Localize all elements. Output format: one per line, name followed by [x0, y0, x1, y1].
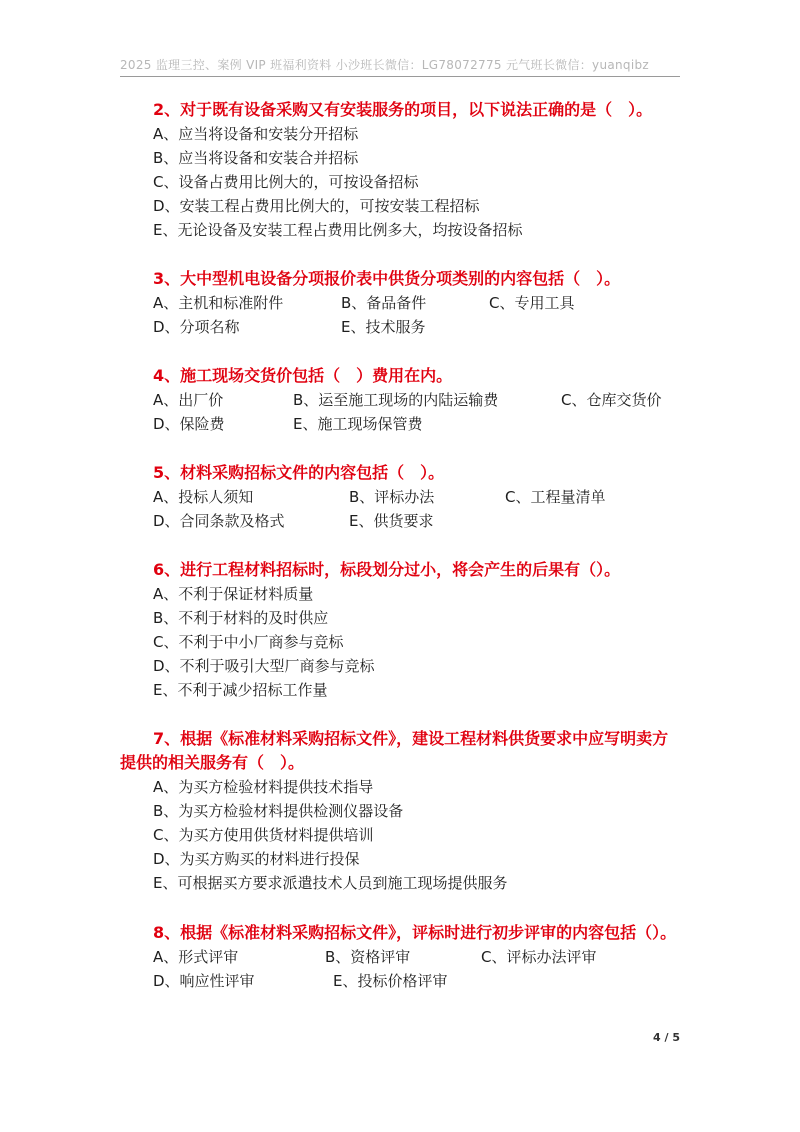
option-d: D、分项名称	[153, 318, 240, 336]
question-title: 4、施工现场交货价包括（ ）费用在内。	[153, 366, 453, 385]
option-e: E、技术服务	[341, 318, 426, 336]
option-c: C、设备占费用比例大的，可按设备招标	[153, 173, 419, 191]
question-title-line-1: 7、根据《标准材料采购招标文件》，建设工程材料供货要求中应写明卖方	[153, 729, 669, 748]
option-c: C、仓库交货价	[561, 391, 662, 409]
option-a: A、出厂价	[153, 391, 224, 409]
question-5	[153, 461, 682, 533]
question-7	[120, 727, 682, 895]
option-d: D、响应性评审	[153, 972, 255, 990]
option-a: A、主机和标准附件	[153, 294, 284, 312]
option-d: D、为买方购买的材料进行投保	[153, 850, 360, 868]
question-2	[153, 98, 682, 242]
option-b: B、资格评审	[325, 948, 411, 966]
question-title: 6、进行工程材料招标时，标段划分过小，将会产生的后果有（）。	[153, 560, 621, 579]
option-a: A、形式评审	[153, 948, 239, 966]
option-e: E、施工现场保管费	[293, 415, 423, 433]
option-c: C、评标办法评审	[481, 948, 597, 966]
header-divider	[120, 76, 680, 77]
option-e: E、供货要求	[349, 512, 434, 530]
option-b: B、不利于材料的及时供应	[153, 609, 329, 627]
option-a: A、不利于保证材料质量	[153, 585, 314, 603]
option-d: D、不利于吸引大型厂商参与竞标	[153, 657, 375, 675]
option-e: E、不利于减少招标工作量	[153, 681, 328, 699]
option-c: C、工程量清单	[505, 488, 606, 506]
option-a: A、投标人须知	[153, 488, 254, 506]
question-title: 8、根据《标准材料采购招标文件》，评标时进行初步评审的内容包括（）。	[153, 923, 677, 942]
question-title: 3、大中型机电设备分项报价表中供货分项类别的内容包括（ ）。	[153, 269, 621, 288]
option-e: E、投标价格评审	[333, 972, 448, 990]
option-b: B、运至施工现场的内陆运输费	[293, 391, 499, 409]
question-title: 2、对于既有设备采购又有安装服务的项目，以下说法正确的是（ ）。	[153, 100, 653, 119]
page-header: 2025 监理三控、案例 VIP 班福利资料 小沙班长微信：LG78072775 元气班长微信：yuanqibz	[120, 58, 649, 72]
question-3	[153, 267, 682, 339]
question-6	[153, 558, 682, 702]
option-b: B、应当将设备和安装合并招标	[153, 149, 359, 167]
question-title: 5、材料采购招标文件的内容包括（ ）。	[153, 463, 445, 482]
option-b: B、评标办法	[349, 488, 435, 506]
option-b: B、为买方检验材料提供检测仪器设备	[153, 802, 404, 820]
option-d: D、安装工程占费用比例大的，可按安装工程招标	[153, 197, 480, 215]
option-d: D、合同条款及格式	[153, 512, 285, 530]
question-8	[153, 921, 682, 993]
question-title-line-2: 提供的相关服务有（ ）。	[120, 753, 305, 772]
option-c: C、不利于中小厂商参与竞标	[153, 633, 344, 651]
option-b: B、备品备件	[341, 294, 427, 312]
option-c: C、为买方使用供货材料提供培训	[153, 826, 374, 844]
option-a: A、应当将设备和安装分开招标	[153, 125, 359, 143]
option-e: E、可根据买方要求派遣技术人员到施工现场提供服务	[153, 874, 508, 892]
option-a: A、为买方检验材料提供技术指导	[153, 778, 374, 796]
option-d: D、保险费	[153, 415, 225, 433]
option-c: C、专用工具	[489, 294, 575, 312]
page-number: 4 / 5	[653, 1031, 680, 1044]
option-e: E、无论设备及安装工程占费用比例多大，均按设备招标	[153, 221, 523, 239]
question-4	[153, 364, 682, 436]
